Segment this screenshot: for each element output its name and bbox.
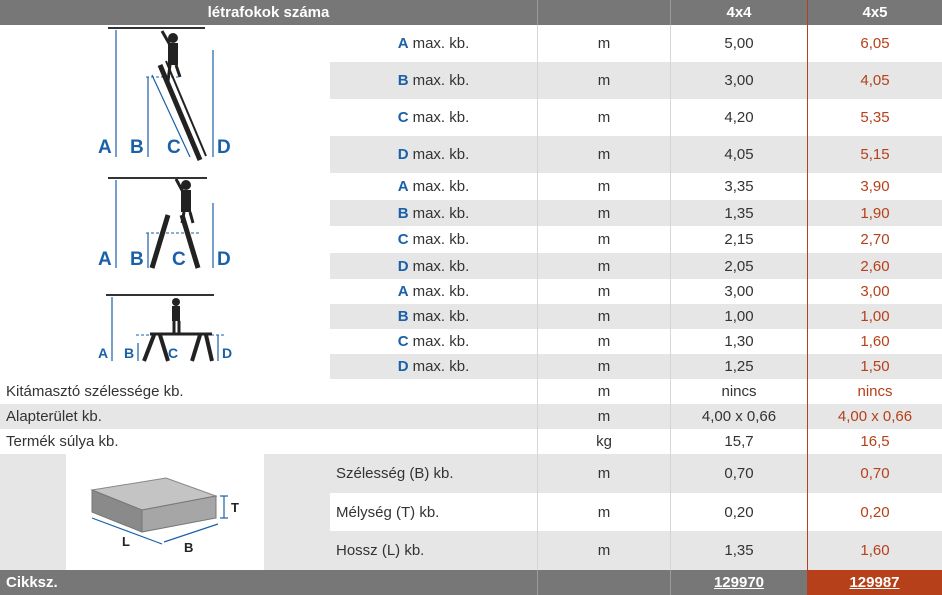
- table-row: A max. kb. m 3,00 3,00: [0, 279, 942, 304]
- table-row: B max. kb. m 1,35 1,90: [0, 200, 942, 226]
- header-title: létrafokok száma: [207, 4, 330, 21]
- diagram-label-a: A: [98, 249, 112, 270]
- footer-unit-col: [537, 570, 670, 595]
- diagram-label-d: D: [222, 345, 233, 361]
- package-label-l: L: [122, 534, 130, 549]
- dimension-letter: C: [397, 109, 409, 126]
- table-row: Mélység (T) kb. m 0,20 0,20: [0, 493, 942, 531]
- table-header: [0, 0, 942, 25]
- row-label: Alapterület kb.: [6, 408, 102, 425]
- table-row: B max. kb. m 3,00 4,05: [0, 62, 942, 99]
- table-row: A max. kb. m 5,00 6,05: [0, 25, 942, 62]
- diagram-label-c: C: [168, 345, 179, 361]
- table-row: Szélesség (B) kb. m 0,70 0,70: [0, 454, 942, 493]
- diagram-label-b: B: [130, 137, 144, 158]
- article-code-4x4-link[interactable]: 129970: [713, 574, 765, 591]
- package-label-b: B: [184, 540, 194, 555]
- table-row: Termék súlya kb. kg 15,7 16,5: [0, 429, 942, 454]
- header-col-4x5: 4x5: [807, 0, 942, 25]
- table-row: C max. kb. m 4,20 5,35: [0, 99, 942, 136]
- table-footer: [0, 570, 942, 595]
- table-row: A max. kb. m 3,35 3,90: [0, 173, 942, 200]
- article-code-4x5-link[interactable]: 129987: [849, 574, 900, 591]
- dimension-letter: B: [397, 308, 409, 325]
- dimension-letter: D: [397, 257, 409, 275]
- diagram-label-c: C: [167, 137, 181, 158]
- table-row: D max. kb. m 4,05 5,15: [0, 136, 942, 173]
- table-row: Hossz (L) kb. m 1,35 1,60: [0, 531, 942, 570]
- row-label: Hossz (L) kb.: [330, 531, 537, 570]
- dimension-letter: C: [397, 231, 409, 248]
- dimension-letter: D: [397, 358, 409, 375]
- diagram-label-b: B: [124, 345, 135, 361]
- header-col-4x4: 4x4: [670, 0, 807, 25]
- dimension-letter: B: [397, 204, 409, 222]
- diagram-label-a: A: [98, 137, 112, 158]
- table-row: D max. kb. m 1,25 1,50: [0, 354, 942, 379]
- footer-label: Cikksz.: [6, 574, 58, 591]
- row-label: Mélység (T) kb.: [336, 503, 440, 521]
- diagram-label-a: A: [98, 345, 109, 361]
- row-label: Termék súlya kb.: [6, 433, 119, 450]
- diagram-label-d: D: [217, 249, 231, 270]
- header-unit-col: [537, 0, 670, 25]
- row-label: Szélesség (B) kb.: [330, 454, 537, 493]
- table-row: C max. kb. m 1,30 1,60: [0, 329, 942, 354]
- package-label-t: T: [231, 500, 239, 515]
- table-row: D max. kb. m 2,05 2,60: [0, 253, 942, 279]
- dimension-letter: A: [397, 35, 409, 52]
- row-label: Kitámasztó szélessége kb.: [6, 383, 184, 400]
- dimension-letter: D: [397, 146, 409, 163]
- table-row: Kitámasztó szélessége kb. m nincs nincs: [0, 379, 942, 404]
- dimension-letter: A: [397, 283, 409, 300]
- table-row: C max. kb. m 2,15 2,70: [0, 226, 942, 253]
- table-row: Alapterület kb. m 4,00 x 0,66 4,00 x 0,66: [0, 404, 942, 429]
- dimension-letter: A: [397, 178, 409, 195]
- diagram-label-d: D: [217, 137, 231, 158]
- dimension-letter: B: [397, 72, 409, 89]
- diagram-label-c: C: [172, 249, 186, 270]
- diagram-label-b: B: [130, 249, 144, 270]
- dimension-letter: C: [397, 333, 409, 350]
- table-row: B max. kb. m 1,00 1,00: [0, 304, 942, 329]
